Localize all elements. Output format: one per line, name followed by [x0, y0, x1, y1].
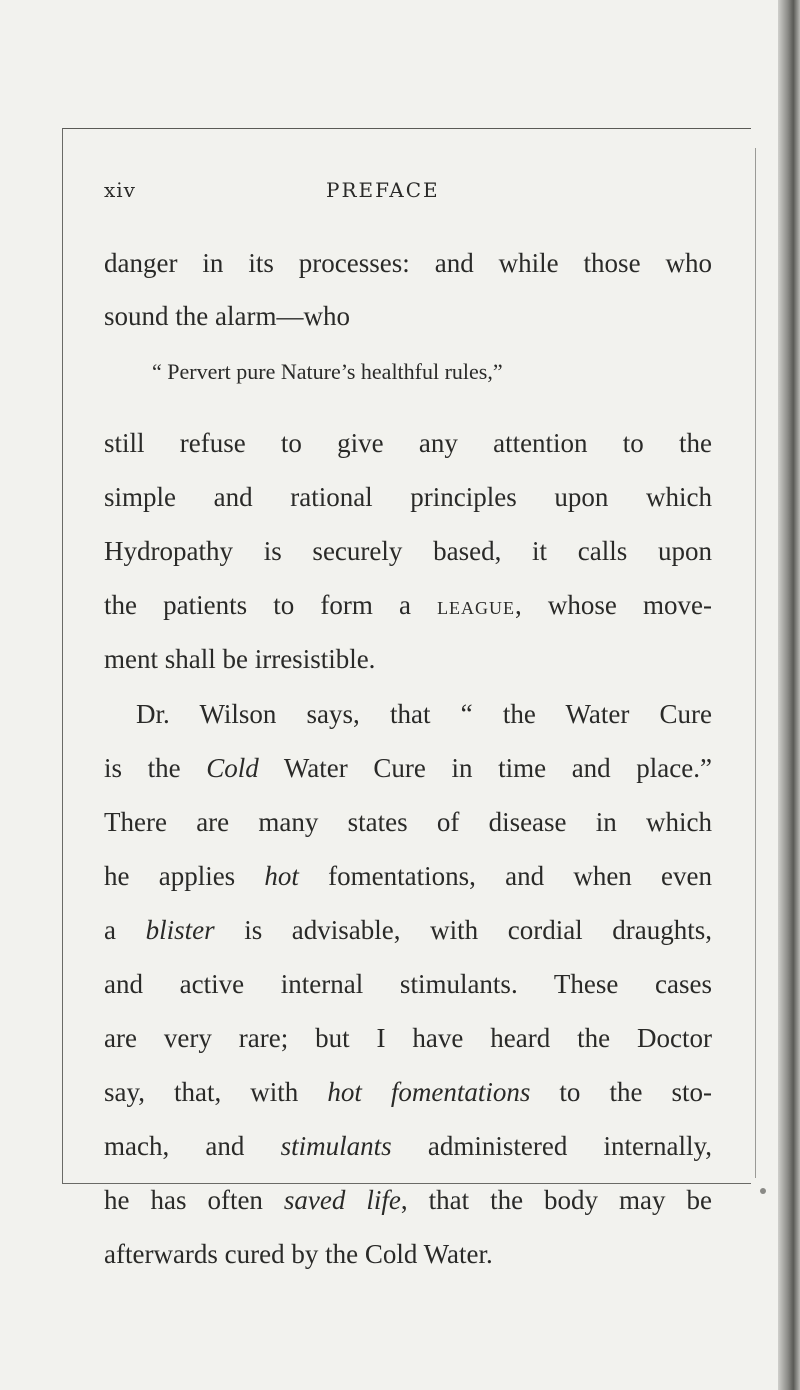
- book-edge: [778, 0, 800, 1390]
- text-line-13: a blister is advisable, with cordial draughts,: [104, 915, 713, 945]
- text-line-5: simple and rational principles upon which: [104, 482, 712, 512]
- text-line-4: still refuse to give any attention to the: [104, 428, 712, 458]
- quoted-verse: “ Pervert pure Nature’s healthful rules,”: [152, 359, 503, 384]
- text-line-17: mach, and stimulants administered internally,: [104, 1131, 712, 1161]
- text-line-14: and active internal stimulants. These cases: [104, 969, 712, 999]
- text-line-18: he has often saved life, that the body may be: [104, 1185, 712, 1215]
- text-line-1: danger in its processes: and while those who: [104, 248, 712, 278]
- text-line-9: Dr. Wilson says, that “ the Water Cure: [136, 699, 712, 729]
- text-line-15: are very rare; but I have heard the Doctor: [104, 1023, 712, 1053]
- running-head: PREFACE: [326, 178, 440, 202]
- text-line-11: There are many states of disease in which: [104, 807, 712, 837]
- text-line-10: is the Cold Water Cure in time and place.”: [104, 753, 712, 783]
- text-line-19: afterwards cured by the Cold Water.: [104, 1239, 493, 1269]
- page-number: xiv: [104, 178, 136, 202]
- text-line-2: sound the alarm—who: [104, 301, 350, 331]
- text-line-7: the patients to form a league, whose move-: [104, 590, 713, 620]
- text-line-16: say, that, with hot fomentations to the sto-: [104, 1077, 712, 1107]
- page-border-right: [755, 148, 756, 1178]
- text-line-12: he applies hot fomentations, and when even: [104, 861, 712, 891]
- ink-spot: [760, 1188, 766, 1194]
- text-line-8: ment shall be irresistible.: [104, 644, 376, 674]
- text-line-6: Hydropathy is securely based, it calls upon: [104, 536, 712, 566]
